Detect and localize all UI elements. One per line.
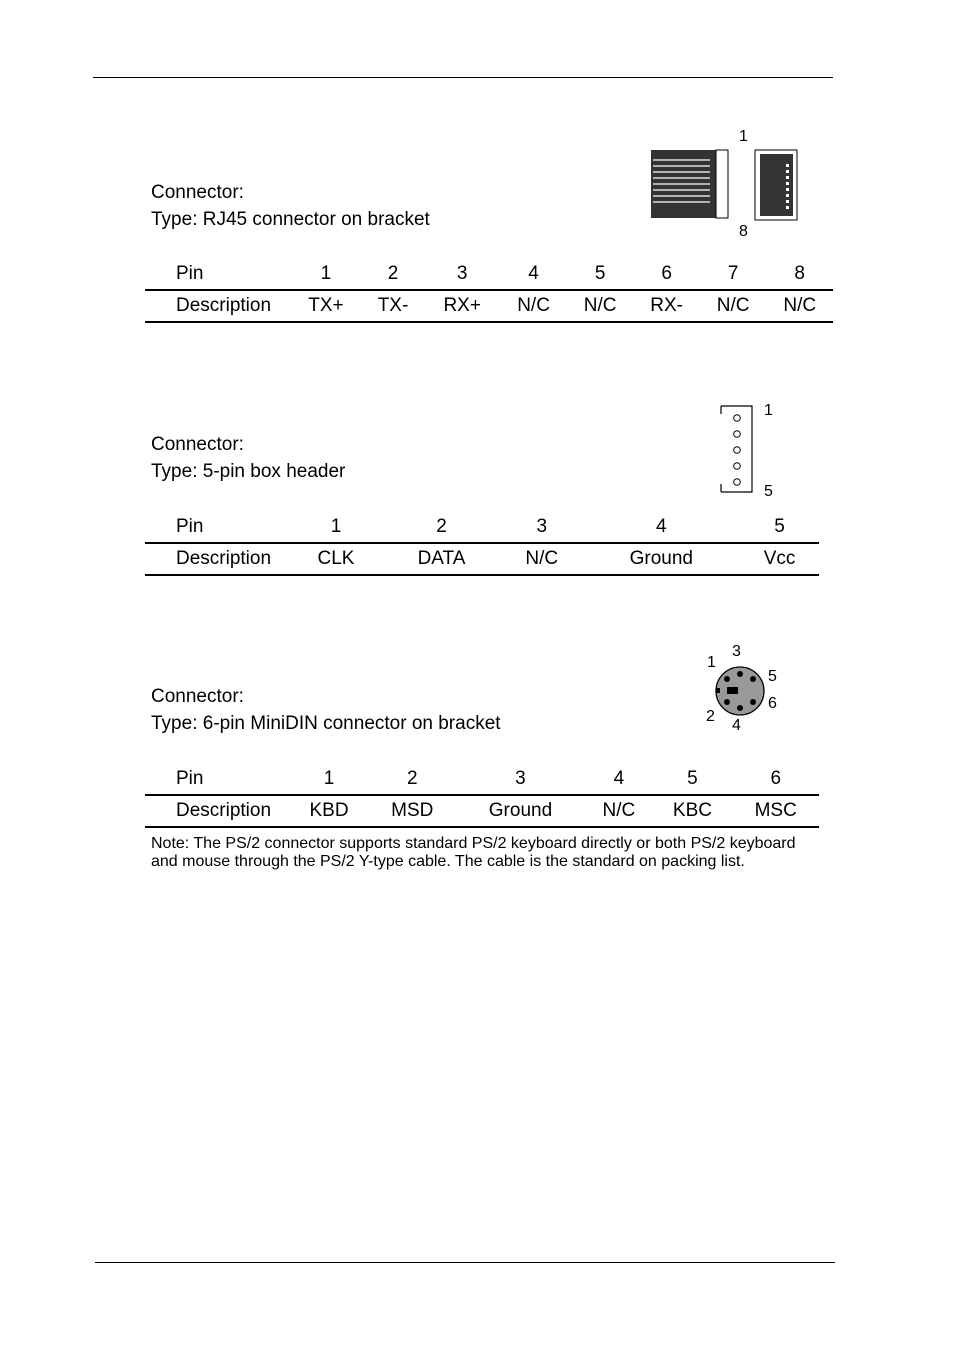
minidin-connector-label: Connector: xyxy=(151,686,244,707)
pin-description: N/C xyxy=(700,290,767,322)
pin-description: N/C xyxy=(501,543,582,575)
minidin-pin3-label: 3 xyxy=(732,643,741,660)
pin-description: RX- xyxy=(633,290,700,322)
description-header: Description xyxy=(145,290,290,322)
minidin-pin1-label: 1 xyxy=(707,654,716,671)
pin-description: MSD xyxy=(369,795,456,827)
pin-number: 6 xyxy=(770,768,782,789)
pin-header: Pin xyxy=(176,263,204,284)
table-row xyxy=(145,290,833,322)
pin-description: TX+ xyxy=(290,290,362,322)
pin-description: N/C xyxy=(567,290,634,322)
pin-number: 5 xyxy=(594,263,606,284)
pin-header: Pin xyxy=(176,768,204,789)
pin-number: 4 xyxy=(613,768,625,789)
pin-description: MSC xyxy=(732,795,819,827)
table-row xyxy=(145,795,819,827)
pin-description: CLK xyxy=(290,543,382,575)
pin-number: 3 xyxy=(456,263,468,284)
minidin-connector-icon xyxy=(710,661,770,721)
minidin-pin4-label: 4 xyxy=(732,717,741,734)
minidin-pin6-label: 6 xyxy=(768,695,777,712)
rj45-type-label: Type: RJ45 connector on bracket xyxy=(151,209,430,230)
pin-number: 5 xyxy=(687,768,698,789)
pin-number: 6 xyxy=(661,263,672,284)
box-header-pin-table xyxy=(145,512,819,576)
pin-number: 2 xyxy=(407,768,418,789)
pin-description: Ground xyxy=(582,543,740,575)
bottom-rule xyxy=(95,1262,835,1263)
table-row xyxy=(145,764,819,795)
header-pin1-label: 1 xyxy=(764,402,773,419)
minidin-pin-table xyxy=(145,764,819,828)
pin-description: KBD xyxy=(289,795,369,827)
top-rule xyxy=(93,77,833,78)
minidin-type-label: Type: 6-pin MiniDIN connector on bracket xyxy=(151,713,501,734)
header-connector-label: Connector: xyxy=(151,434,244,455)
pin-number: 3 xyxy=(536,516,548,537)
pin-description: TX- xyxy=(362,290,424,322)
table-row xyxy=(145,543,819,575)
pin-number: 1 xyxy=(323,768,335,789)
minidin-pin2-label: 2 xyxy=(706,708,715,725)
header-pin5-label: 5 xyxy=(764,483,773,500)
pin-description: N/C xyxy=(500,290,567,322)
pin-description: Ground xyxy=(456,795,586,827)
rj45-pin-table xyxy=(145,259,833,323)
description-header: Description xyxy=(145,795,289,827)
table-row xyxy=(145,512,819,543)
header-type-label: Type: 5-pin box header xyxy=(151,461,346,482)
box-header-icon xyxy=(716,402,756,497)
description-header: Description xyxy=(145,543,290,575)
pin-number: 3 xyxy=(515,768,526,789)
rj45-connector-label: Connector: xyxy=(151,182,244,203)
rj45-connector-icon xyxy=(648,146,808,226)
pin-description: KBC xyxy=(652,795,732,827)
ps2-note: Note: The PS/2 connector supports standard PS/2 keyboard directly or both PS/2 keyboard and mouse through the PS/2 Y-type cable. The cable is the standard on packing list. xyxy=(151,835,796,870)
pin-number: 4 xyxy=(528,263,539,284)
pin-number: 1 xyxy=(320,263,332,284)
pin-description: N/C xyxy=(585,795,652,827)
pin-number: 2 xyxy=(436,516,447,537)
pin-description: RX+ xyxy=(424,290,500,322)
rj45-pin1-label: 1 xyxy=(739,128,748,145)
pin-number: 5 xyxy=(774,516,785,537)
pin-number: 8 xyxy=(794,263,805,284)
pin-description: Vcc xyxy=(740,543,819,575)
table-row xyxy=(145,259,833,290)
pin-number: 2 xyxy=(387,263,399,284)
rj45-pin8-label: 8 xyxy=(739,223,748,240)
pin-description: N/C xyxy=(766,290,833,322)
pin-number: 4 xyxy=(656,516,667,537)
pin-description: DATA xyxy=(382,543,501,575)
pin-header: Pin xyxy=(176,516,204,537)
pin-number: 7 xyxy=(727,263,739,284)
minidin-pin5-label: 5 xyxy=(768,668,777,685)
pin-number: 1 xyxy=(330,516,342,537)
